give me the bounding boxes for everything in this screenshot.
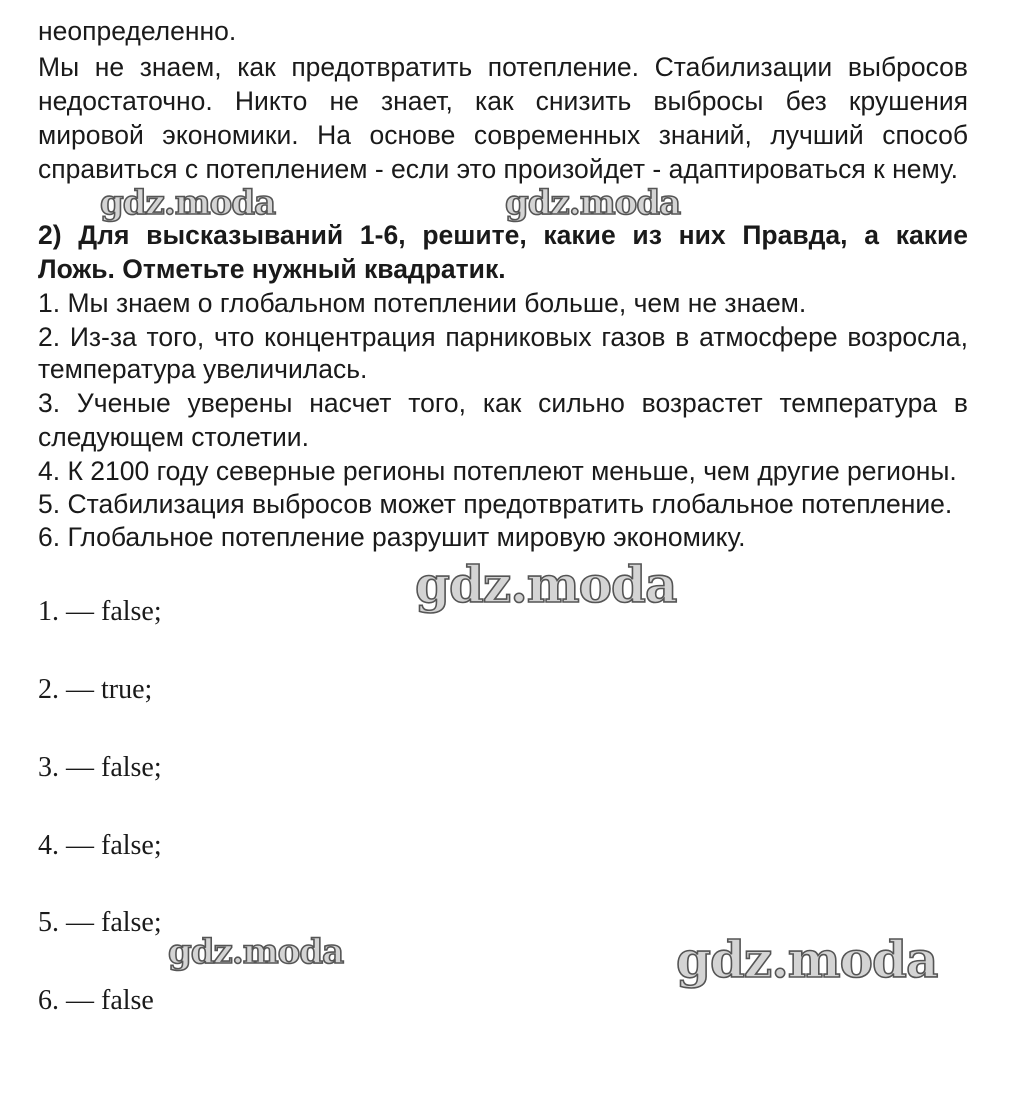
task-heading-line-2: Ложь. Отметьте нужный квадратик.	[38, 254, 506, 284]
watermark-logo: gdz.moda	[676, 930, 938, 989]
text-line-5: справиться с потеплением - если это произойдет - адаптироваться к нему.	[38, 154, 958, 184]
text-line-2: Мы не знаем, как предотвратить потепление. Стабилизации выбросов	[38, 52, 968, 82]
statement-3-line-1: 3. Ученые уверены насчет того, как сильно возрастет температура в	[38, 388, 968, 418]
watermark-logo: gdz.moda	[100, 183, 276, 223]
answer-3: 3. — false;	[38, 752, 162, 783]
watermark-logo: gdz.moda	[415, 555, 677, 614]
statement-3-line-2: следующем столетии.	[38, 422, 309, 452]
task-heading-line-1: 2) Для высказываний 1-6, решите, какие из них Правда, а какие	[38, 220, 968, 250]
answer-6: 6. — false	[38, 985, 154, 1016]
answer-2: 2. — true;	[38, 674, 153, 705]
text-line-4: мировой экономики. На основе современных знаний, лучший способ	[38, 120, 968, 150]
watermark-logo: gdz.moda	[168, 932, 344, 972]
statement-2-line-2: температура увеличилась.	[38, 354, 368, 384]
text-line-3: недостаточно. Никто не знает, как снизить выбросы без крушения	[38, 86, 968, 116]
statement-5: 5. Стабилизация выбросов может предотвратить глобальное потепление.	[38, 489, 953, 519]
text-line-1: неопределенно.	[38, 16, 237, 46]
statement-2-line-1: 2. Из-за того, что концентрация парниковых газов в атмосфере возросла,	[38, 322, 968, 352]
answer-5: 5. — false;	[38, 907, 162, 938]
statement-1: 1. Мы знаем о глобальном потеплении больше, чем не знаем.	[38, 288, 807, 318]
statement-4: 4. К 2100 году северные регионы потеплеют меньше, чем другие регионы.	[38, 456, 957, 486]
statement-6: 6. Глобальное потепление разрушит мировую экономику.	[38, 522, 746, 552]
answer-1: 1. — false;	[38, 596, 162, 627]
answer-4: 4. — false;	[38, 830, 162, 861]
watermark-logo: gdz.moda	[505, 183, 681, 223]
